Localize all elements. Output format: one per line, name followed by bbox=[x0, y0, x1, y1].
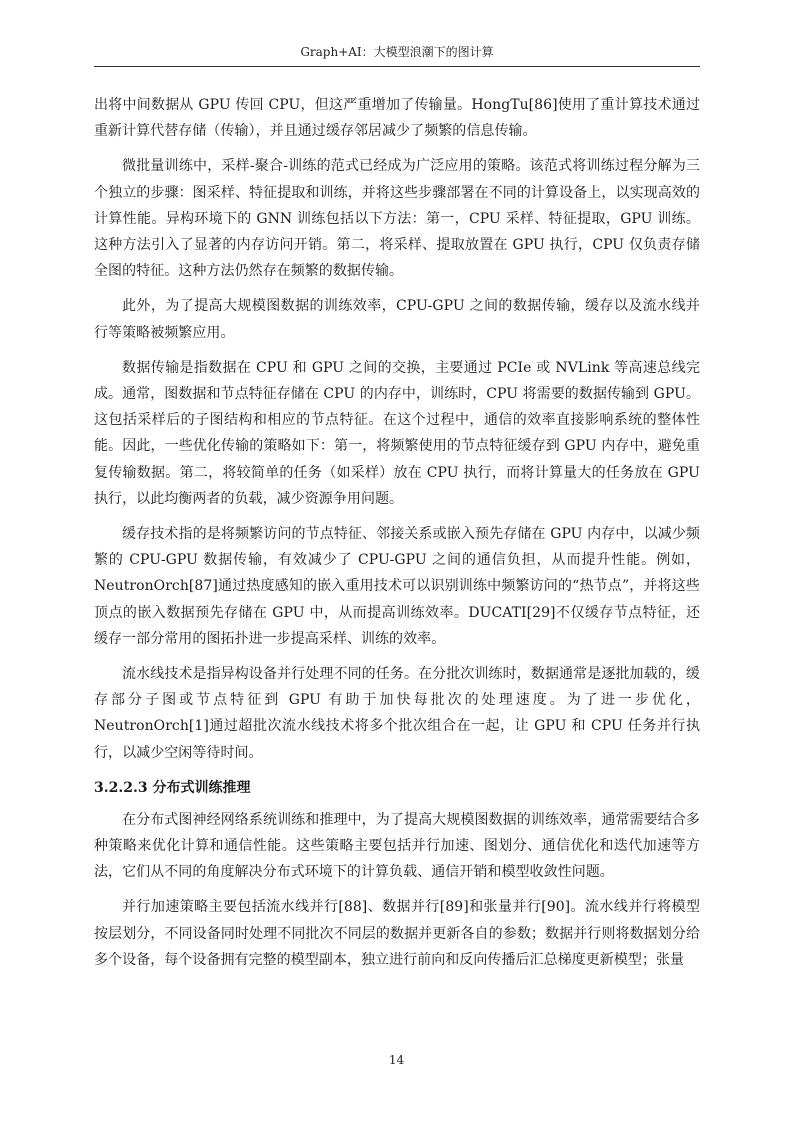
running-header: Graph+AI：大模型浪潮下的图计算 bbox=[300, 45, 494, 59]
paragraph-pipelining: 流水线技术是指异构设备并行处理不同的任务。在分批次训练时，数据通常是逐批加载的，缓存部分子图或节点特征到 GPU 有助于加快每批次的处理速度。为了进一步优化，NeutronOrch[1]通过超批次流水线技术将多个批次组合在一起，让 GPU 和 CPU 任务并行执行，以减少空闲等待时间。 bbox=[94, 666, 700, 761]
paragraph-distributed-intro: 在分布式图神经网络系统训练和推理中，为了提高大规模图数据的训练效率，通常需要结合多种策略来优化计算和通信性能。这些策略主要包括并行加速、图划分、通信优化和迭代加速等方法，它们从不同的角度解决分布式环境下的计算负载、通信开销和模型收敛性问题。 bbox=[94, 811, 700, 881]
paragraph-strategies-intro: 此外，为了提高大规模图数据的训练效率，CPU-GPU 之间的数据传输，缓存以及流水线并行等策略被频繁应用。 bbox=[94, 298, 700, 341]
paragraph-continuation: 出将中间数据从 GPU 传回 CPU，但这严重增加了传输量。HongTu[86]使用了重计算技术通过重新计算代替存储（传输），并且通过缓存邻居减少了频繁的信息传输。 bbox=[94, 97, 700, 140]
paragraph-data-transfer: 数据传输是指数据在 CPU 和 GPU 之间的交换，主要通过 PCIe 或 NVLink 等高速总线完成。通常，图数据和节点特征存储在 CPU 的内存中，训练时，CPU 将需要的数据传输到 GPU。这包括采样后的子图结构和相应的节点特征。在这个过程中，通信的效率直接影响系统的整体性能。因此，一些优化传输的策略如下：第一，将频繁使用的节点特征缓存到 GPU 内存中，避免重复传输数据。第二，将较简单的任务（如采样）放在 CPU 执行，而将计算量大的任务放在 GPU 执行，以此均衡两者的负载，减少资源争用问题。 bbox=[94, 359, 700, 507]
section-heading: 3.2.2.3 分布式训练推理 bbox=[94, 779, 251, 796]
page-body bbox=[94, 92, 700, 982]
paragraph-mini-batch-training: 微批量训练中，采样-聚合-训练的范式已经成为广泛应用的策略。该范式将训练过程分解为三个独立的步骤：图采样、特征提取和训练，并将这些步骤部署在不同的计算设备上，以实现高效的计算性能。异构环境下的 GNN 训练包括以下方法：第一，CPU 采样、特征提取，GPU 训练。这种方法引入了显著的内存访问开销。第二，将采样、提取放置在 GPU 执行，CPU 仅负责存储全图的特征。这种方法仍然存在频繁的数据传输。 bbox=[94, 158, 700, 280]
paragraph-parallel-acceleration: 并行加速策略主要包括流水线并行[88]、数据并行[89]和张量并行[90]。流水线并行将模型按层划分，不同设备同时处理不同批次不同层的数据并更新各自的参数；数据并行则将数据划分给多个设备，每个设备拥有完整的模型副本，独立进行前向和反向传播后汇总梯度更新模型；张量 bbox=[94, 899, 700, 968]
paragraph-caching: 缓存技术指的是将频繁访问的节点特征、邻接关系或嵌入预先存储在 GPU 内存中，以减少频繁的 CPU-GPU 数据传输，有效减少了 CPU-GPU 之间的通信负担，从而提升性能。例如，NeutronOrch[87]通过热度感知的嵌入重用技术可以识别训练中频繁访问的“热节点”，并将这些顶点的嵌入数据预先存储在 GPU 中，从而提高训练效率。DUCATI[29]不仅缓存节点特征，还缓存一部分常用的图拓扑进一步提高采样、训练的效率。 bbox=[94, 526, 700, 647]
page-number: 14 bbox=[388, 1053, 405, 1067]
header-rule bbox=[94, 66, 700, 67]
